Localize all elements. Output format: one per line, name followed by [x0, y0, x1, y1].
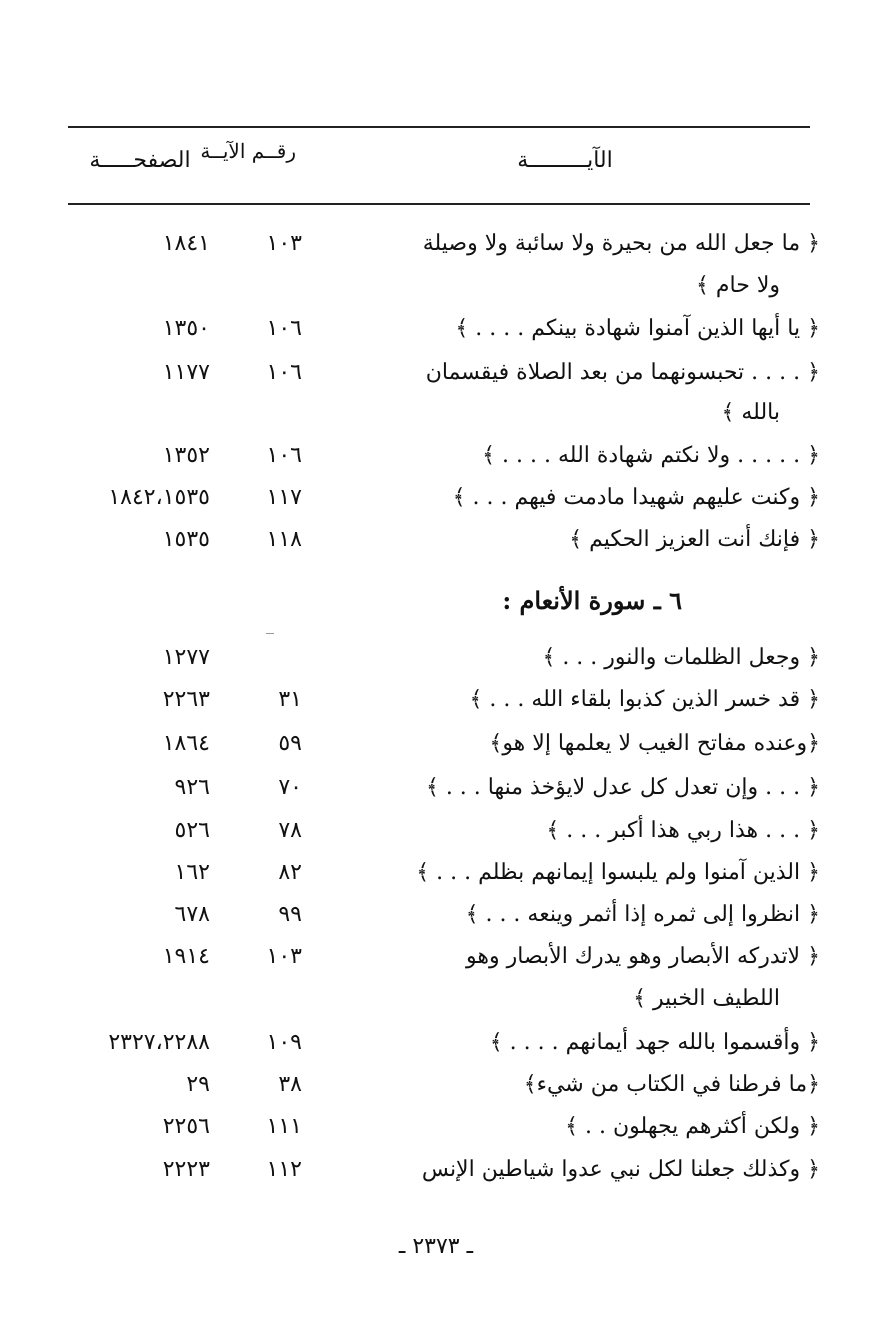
- header-ayah-number: رقــم الآيــة: [200, 139, 296, 163]
- ayah-number: ١٠٦: [266, 316, 302, 341]
- page-number: ١٦٢: [174, 860, 210, 885]
- table-row: [0, 520, 872, 560]
- verse-continuation: ولا حام ﴾: [696, 273, 780, 298]
- header-ayah: الآيـــــــــة: [517, 148, 613, 173]
- ayah-number: ٥٩: [278, 731, 302, 756]
- ayah-number: ٩٩: [278, 902, 302, 927]
- page-number: ٥٢٦: [174, 818, 210, 843]
- table-row-continuation: [0, 266, 872, 306]
- ayah-number: ١٠٣: [266, 944, 302, 969]
- table-row: [0, 478, 872, 518]
- table-row: [0, 1023, 872, 1063]
- header-page: الصفحـــــة: [89, 148, 191, 173]
- verse-text: ﴿ وكنت عليهم شهيدا مادمت فيهم . . . ﴾: [452, 485, 820, 510]
- ayah-number: ١٠٦: [266, 443, 302, 468]
- table-row: [0, 768, 872, 808]
- verse-text: ﴿ما فرطنا في الكتاب من شيء﴾: [523, 1072, 820, 1097]
- verse-text: ﴿ وأقسموا بالله جهد أيمانهم . . . . ﴾: [489, 1030, 820, 1055]
- page-number: ٢٢٢٣: [162, 1157, 210, 1182]
- divider: [266, 633, 274, 634]
- table-row-continuation: [0, 393, 872, 433]
- page-number: ٩٢٦: [174, 775, 210, 800]
- verse-text: ﴿ . . . . . ولا نكتم شهادة الله . . . . ﴾: [482, 443, 820, 468]
- verse-text: ﴿ . . . هذا ربي هذا أكبر . . . ﴾: [546, 818, 820, 843]
- table-row: [0, 724, 872, 764]
- verse-text: ﴿ الذين آمنوا ولم يلبسوا إيمانهم بظلم . . . ﴾: [416, 860, 820, 885]
- ayah-number: ٧٠: [278, 775, 302, 800]
- verse-text: ﴿ فإنك أنت العزيز الحكيم ﴾: [569, 527, 820, 552]
- table-row: [0, 224, 872, 264]
- page-number: ١٨٤٢،١٥٣٥: [108, 485, 210, 510]
- header-bottom-rule: [68, 203, 810, 205]
- verse-text: ﴿ وكذلك جعلنا لكل نبي عدوا شياطين الإنس: [421, 1157, 820, 1182]
- page-number: ٢٢٦٣: [162, 687, 210, 712]
- page-number: ١٩١٤: [162, 944, 210, 969]
- table-row: [0, 353, 872, 393]
- table-row: [0, 638, 872, 678]
- table-row: [0, 937, 872, 977]
- ayah-number: ١١٨: [266, 527, 302, 552]
- ayah-number: ١٠٦: [266, 360, 302, 385]
- verse-text: ﴿ يا أيها الذين آمنوا شهادة بينكم . . . . ﴾: [455, 316, 820, 341]
- table-row: [0, 1065, 872, 1105]
- page-number: ١٨٦٤: [162, 731, 210, 756]
- verse-continuation: اللطيف الخبير ﴾: [633, 986, 780, 1011]
- verse-text: ﴿ ولكن أكثرهم يجهلون . . ﴾: [565, 1114, 820, 1139]
- header-top-rule: [68, 126, 810, 128]
- ayah-number: ٣١: [278, 687, 302, 712]
- verse-text: ﴿وعنده مفاتح الغيب لا يعلمها إلا هو﴾: [489, 731, 820, 756]
- verse-continuation: بالله ﴾: [721, 400, 780, 425]
- page-number: ٢٩: [186, 1072, 210, 1097]
- surah-heading: ٦ ـ سورة الأنعام :: [502, 586, 682, 615]
- verse-text: ﴿ . . . . تحبسونهما من بعد الصلاة فيقسمان: [425, 360, 820, 385]
- verse-text: ﴿ انظروا إلى ثمره إذا أثمر وينعه . . . ﴾: [465, 902, 820, 927]
- page-number: ١١٧٧: [162, 360, 210, 385]
- ayah-number: ١٠٩: [266, 1030, 302, 1055]
- verse-text: ﴿ قد خسر الذين كذبوا بلقاء الله . . . ﴾: [469, 687, 820, 712]
- ayah-number: ١١٢: [266, 1157, 302, 1182]
- page-number: ١٣٥٢: [162, 443, 210, 468]
- table-row: [0, 811, 872, 851]
- table-row: [0, 1150, 872, 1190]
- page-number: ١٨٤١: [162, 231, 210, 256]
- table-row: [0, 895, 872, 935]
- verse-text: ﴿ وجعل الظلمات والنور . . . ﴾: [542, 645, 820, 670]
- page-number: ٢٢٥٦: [162, 1114, 210, 1139]
- verse-text: ﴿ ما جعل الله من بحيرة ولا سائبة ولا وصيلة: [422, 231, 820, 256]
- verse-text: ﴿ . . . وإن تعدل كل عدل لايؤخذ منها . . . ﴾: [425, 775, 820, 800]
- page-number: ١٢٧٧: [162, 645, 210, 670]
- table-row: [0, 1107, 872, 1147]
- ayah-number: ٨٢: [278, 860, 302, 885]
- table-row: [0, 680, 872, 720]
- table-row: [0, 309, 872, 349]
- page-number: ٢٣٢٧،٢٢٨٨: [108, 1030, 210, 1055]
- ayah-number: ١١٧: [266, 485, 302, 510]
- page-number: ١٥٣٥: [162, 527, 210, 552]
- ayah-number: ١٠٣: [266, 231, 302, 256]
- table-row: [0, 436, 872, 476]
- ayah-number: ٧٨: [278, 818, 302, 843]
- table-row: [0, 853, 872, 893]
- verse-text: ﴿ لاتدركه الأبصار وهو يدرك الأبصار وهو: [466, 944, 820, 969]
- page-number: ٦٧٨: [174, 902, 210, 927]
- page-footer-number: ـ ٢٣٧٣ ـ: [398, 1234, 474, 1259]
- ayah-number: ٣٨: [278, 1072, 302, 1097]
- page-number: ١٣٥٠: [162, 316, 210, 341]
- table-row-continuation: [0, 979, 872, 1019]
- ayah-number: ١١١: [266, 1114, 302, 1139]
